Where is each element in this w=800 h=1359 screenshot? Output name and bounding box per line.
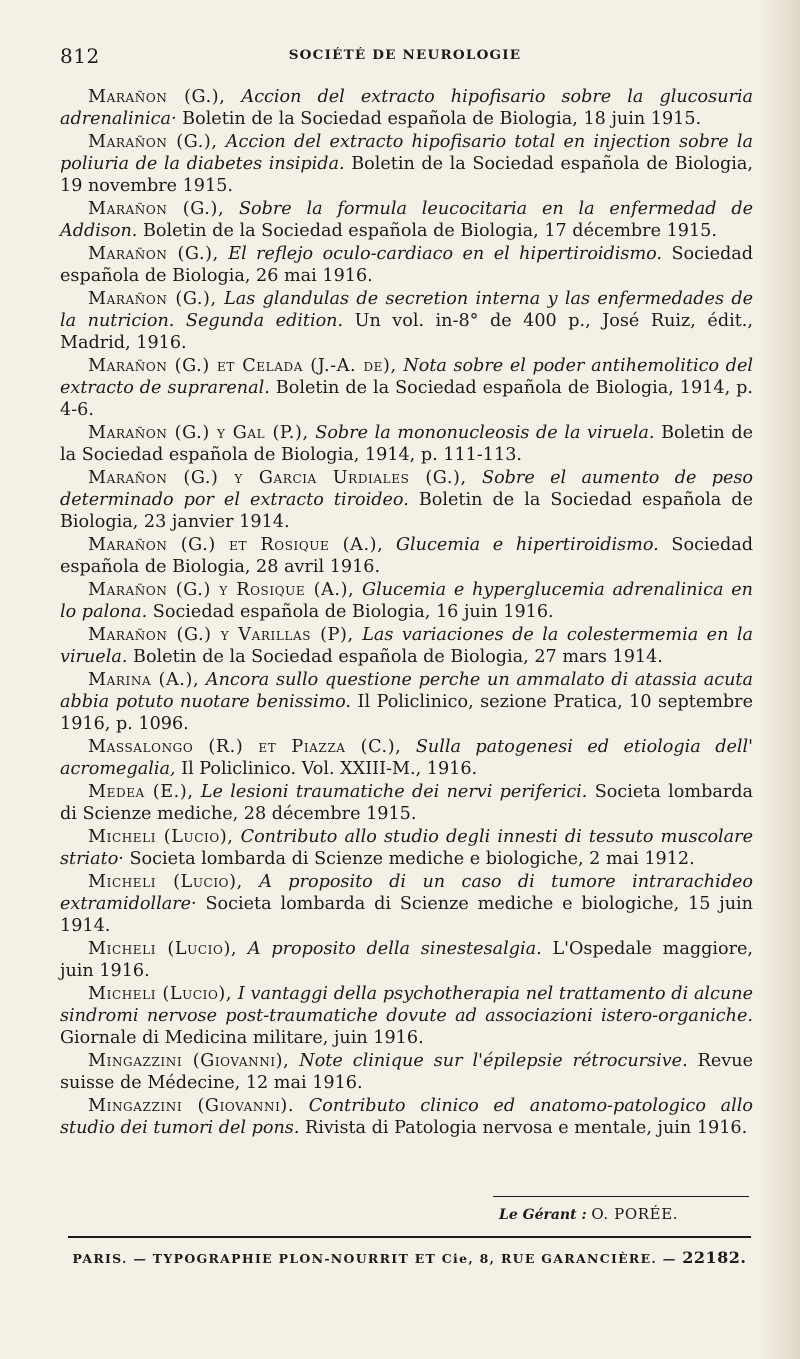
bibliography-entry [60, 871, 753, 937]
bibliography-entry [60, 781, 753, 825]
entry-author: Micheli (Lucio), [88, 939, 238, 959]
entry-source: Sociedad española de Biologia, 16 juin 1916. [147, 602, 554, 622]
entry-source: Societa lombarda di Scienze mediche e biologiche, 2 mai 1912. [123, 849, 695, 869]
entry-source: Revue suisse de Médecine, 12 mai 1916. [60, 1051, 753, 1093]
entry-title: Las glandulas de secretion interna y las enfermedades de la nutricion. Segunda edition. [60, 289, 754, 331]
entry-title: Glucemia e hipertiroidismo. [396, 535, 659, 555]
bibliography-entry [60, 198, 753, 242]
entry-source: Il Policlinico, sezione Pratica, 10 septembre 1916, p. 1096. [60, 692, 753, 734]
entry-title: Nota sobre el poder antihemolitico del extracto de suprarenal. [60, 356, 753, 398]
bibliography-entry [60, 826, 753, 870]
entry-source: Societa lombarda di Scienze mediche, 28 décembre 1915. [60, 782, 753, 824]
entry-title: El reflejo oculo-cardiaco en el hipertiroidismo. [228, 244, 663, 264]
entry-source: Boletin de la Sociedad española de Biologia, 19 novembre 1915. [60, 154, 753, 196]
entry-title: Contributo clinico ed anatomo-patologico allo studio dei tumori del pons. [60, 1096, 753, 1138]
entry-author: Micheli (Lucio), [88, 984, 233, 1004]
entry-source: Rivista di Patologia nervosa e mentale, juin 1916. [299, 1118, 748, 1138]
bibliography-entry [60, 1095, 753, 1139]
bibliography-entry [60, 288, 753, 354]
entry-title: Sobre la formula leucocitaria en la enfermedad de Addison. [60, 199, 754, 241]
entry-author: Marañon (G.), [88, 132, 218, 152]
entry-author: Massalongo (R.) et Piazza (C.), [88, 737, 402, 757]
entry-title: Sobre el aumento de peso determinado por el extracto tiroideo. [60, 468, 753, 510]
bibliography-list [60, 86, 753, 1140]
entry-title: Note clinique sur l'épilepsie rétrocursive. [299, 1051, 688, 1071]
entry-author: Mingazzini (Giovanni). [88, 1096, 295, 1116]
imprint-text: PARIS. — TYPOGRAPHIE PLON-NOURRIT ET Cie, 8, RUE GARANCIÈRE. — [72, 1251, 677, 1266]
bibliography-entry [60, 422, 753, 466]
entry-author: Marañon (G.), [88, 244, 219, 264]
entry-source: Boletin de la Sociedad española de Biologia, 23 janvier 1914. [60, 490, 753, 532]
entry-source: Il Policlinico. Vol. XXIII-M., 1916. [175, 759, 478, 779]
entry-title: Las variaciones de la colestermemia en la viruela. [60, 625, 753, 667]
entry-source: Boletin de la Sociedad española de Biologia, 1914, p. 4-6. [60, 378, 753, 420]
entry-source: Un vol. in-8° de 400 p., José Ruiz, édit., Madrid, 1916. [60, 311, 753, 353]
entry-author: Marañon (G.) et Rosique (A.), [88, 535, 384, 555]
entry-title: Accion del extracto hipofisario total en injection sobre la poliuria de la diabetes insipida. [60, 132, 754, 174]
bibliography-entry [60, 243, 753, 287]
bibliography-entry [60, 534, 753, 578]
entry-author: Marañon (G.), [88, 199, 225, 219]
entry-title: Ancora sullo questione perche un ammalato di atassia acuta abbia potuto nuotare benissimo. [60, 670, 753, 712]
bibliography-entry [60, 1050, 753, 1094]
entry-author: Marañon (G.) y Gal (P.), [88, 423, 309, 443]
bibliography-entry [60, 467, 753, 533]
bibliography-entry [60, 355, 753, 421]
gerant-name: O. PORÉE. [591, 1205, 679, 1223]
imprint-number: 22182. [682, 1248, 747, 1267]
entry-author: Marañon (G.) y Varillas (P), [88, 625, 354, 645]
entry-source: Boletin de la Sociedad española de Biologia, 1914, p. 111-113. [60, 423, 753, 465]
entry-source: Boletin de la Sociedad española de Biologia, 18 juin 1915. [176, 109, 702, 129]
entry-author: Marañon (G.), [88, 87, 226, 107]
entry-source: Societa lombarda di Scienze mediche e biologiche, 15 juin 1914. [60, 894, 753, 936]
entry-author: Marina (A.), [88, 670, 200, 690]
page-edge-shadow [758, 0, 800, 1359]
entry-title: I vantaggi della psychotherapia nel trattamento di alcune sindromi nervose post-traumatiche dovute ad associazioni istero-organiche. [60, 984, 753, 1026]
gerant-label: Le Gérant : [499, 1207, 587, 1223]
entry-title: Accion del extracto hipofisario sobre la glucosuria adrenalinica· [60, 87, 753, 129]
bibliography-entry [60, 736, 753, 780]
entry-title: A proposito della sinestesalgia. [247, 939, 542, 959]
entry-source: Sociedad española de Biologia, 26 mai 1916. [60, 244, 753, 286]
entry-source: Sociedad española de Biologia, 28 avril 1916. [60, 535, 753, 577]
entry-author: Micheli (Lucio), [88, 827, 234, 847]
entry-title: Sobre la mononucleosis de la viruela. [315, 423, 655, 443]
entry-title: A proposito di un caso di tumore intrarachideo extramidollare· [60, 872, 753, 914]
running-head: SOCIÉTÉ DE NEUROLOGIE [288, 47, 522, 63]
bibliography-entry [60, 86, 753, 130]
bibliography-entry [60, 669, 753, 735]
entry-source: L'Ospedale maggiore, juin 1916. [60, 939, 753, 981]
entry-author: Micheli (Lucio), [88, 872, 243, 892]
entry-author: Medea (E.), [88, 782, 194, 802]
entry-title: Glucemia e hyperglucemia adrenalinica en lo palona. [60, 580, 754, 622]
entry-title: Contributo allo studio degli innesti di tessuto muscolare striato· [60, 827, 753, 869]
entry-author: Marañon (G.) y Rosique (A.), [88, 580, 355, 600]
bibliography-entry [60, 131, 753, 197]
printer-imprint [68, 1236, 751, 1267]
bibliography-entry [60, 624, 753, 668]
entry-author: Marañon (G.) y Garcia Urdiales (G.), [88, 468, 467, 488]
bibliography-entry [60, 938, 753, 982]
bibliography-entry [60, 983, 753, 1049]
entry-author: Mingazzini (Giovanni), [88, 1051, 290, 1071]
gerant-signature [493, 1196, 749, 1223]
entry-author: Marañon (G.) et Celada (J.-A. de), [88, 356, 397, 376]
bibliography-entry [60, 579, 753, 623]
entry-title: Sulla patogenesi ed etiologia dell' acromegalia, [60, 737, 753, 779]
page-number: 812 [60, 44, 100, 68]
entry-title: Le lesioni traumatiche dei nervi periferici. [200, 782, 588, 802]
entry-source: Boletin de la Sociedad española de Biologia, 27 mars 1914. [127, 647, 663, 667]
entry-source: Boletin de la Sociedad española de Biologia, 17 décembre 1915. [137, 221, 717, 241]
entry-author: Marañon (G.), [88, 289, 217, 309]
entry-source: Giornale di Medicina militare, juin 1916. [60, 1028, 424, 1048]
page-header [60, 38, 750, 68]
